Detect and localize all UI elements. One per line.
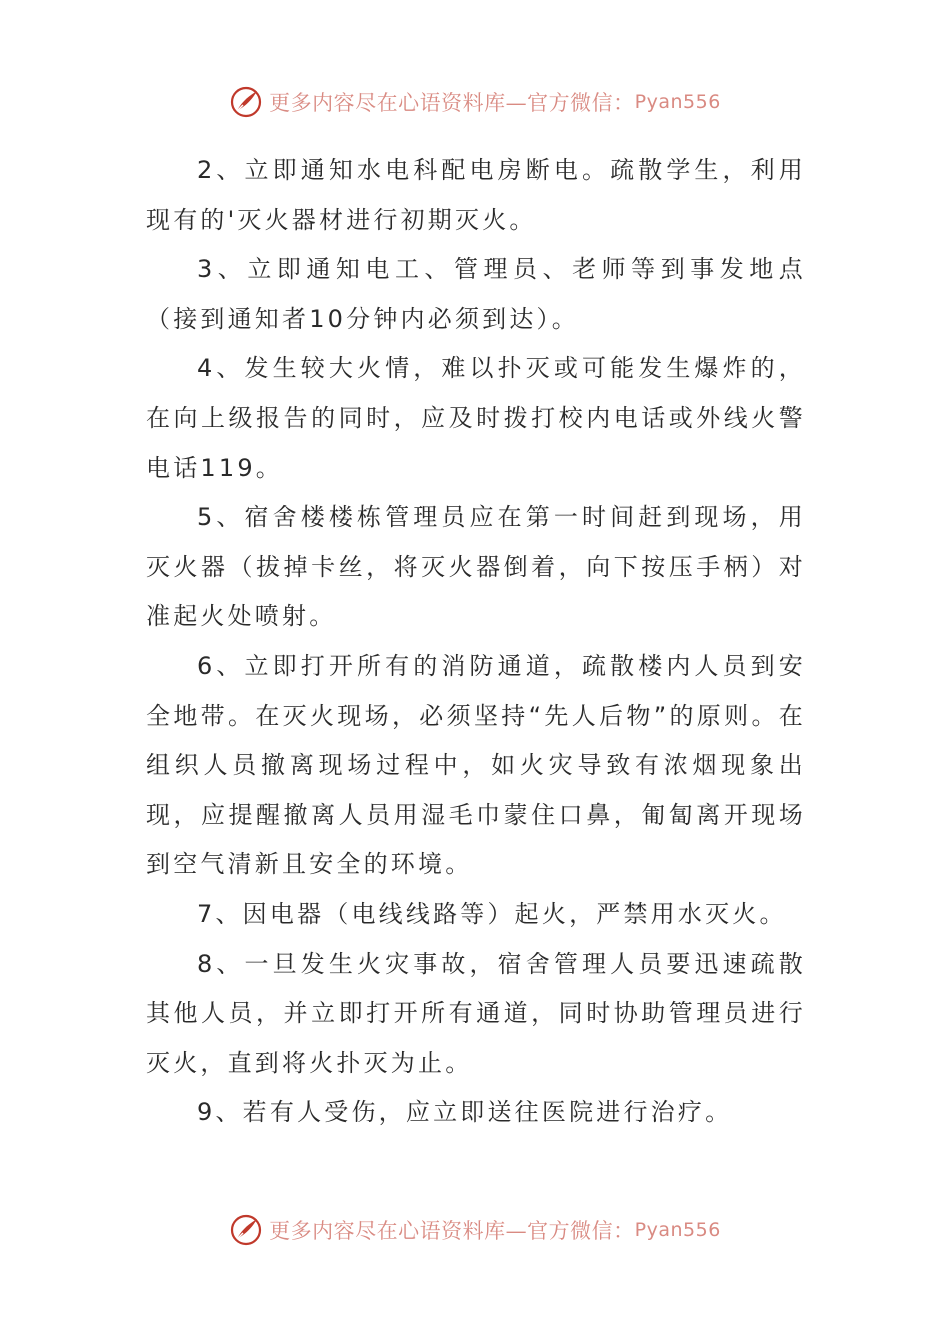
paragraph-9: 9、若有人受伤，应立即送往医院进行治疗。 [197,1098,733,1127]
header-watermark [0,82,950,122]
paragraph-4: 4、发生较大火情，难以扑灭或可能发生爆炸的，在向上级报告的同时，应及时拨打校内电话或外线火警电话119。 [146,354,806,482]
watermark-wechat-id: Pyan556 [634,91,721,113]
quill-logo-icon [229,1213,263,1247]
watermark-text: 更多内容尽在心语资料库—官方微信： [269,91,635,115]
watermark-wechat-id: Pyan556 [634,1219,721,1241]
document-body [146,146,806,1138]
watermark-text: 更多内容尽在心语资料库—官方微信： [269,1219,635,1243]
paragraph-2: 2、立即通知水电科配电房断电。疏散学生，利用现有的'灭火器材进行初期灭火。 [146,156,806,234]
quill-logo-icon [229,85,263,119]
paragraph-7: 7、因电器（电线线路等）起火，严禁用水灭火。 [197,899,787,928]
paragraph-5: 5、宿舍楼楼栋管理员应在第一时间赶到现场，用灭火器（拔掉卡丝，将灭火器倒着，向下按压手柄）对准起火处喷射。 [146,503,806,631]
paragraph-8: 8、一旦发生火灾事故，宿舍管理人员要迅速疏散其他人员，并立即打开所有通道，同时协助管理员进行灭火，直到将火扑灭为止。 [146,949,806,1077]
paragraph-6: 6、立即打开所有的消防通道，疏散楼内人员到安全地带。在灭火现场，必须坚持“先人后物”的原则。在组织人员撤离现场过程中，如火灾导致有浓烟现象出现，应提醒撤离人员用湿毛巾蒙住口鼻，匍匐离开现场到空气清新且安全的环境。 [146,651,806,879]
footer-watermark [0,1210,950,1250]
paragraph-3: 3、立即通知电工、管理员、老师等到事发地点（接到通知者10分钟内必须到达）。 [146,255,806,333]
